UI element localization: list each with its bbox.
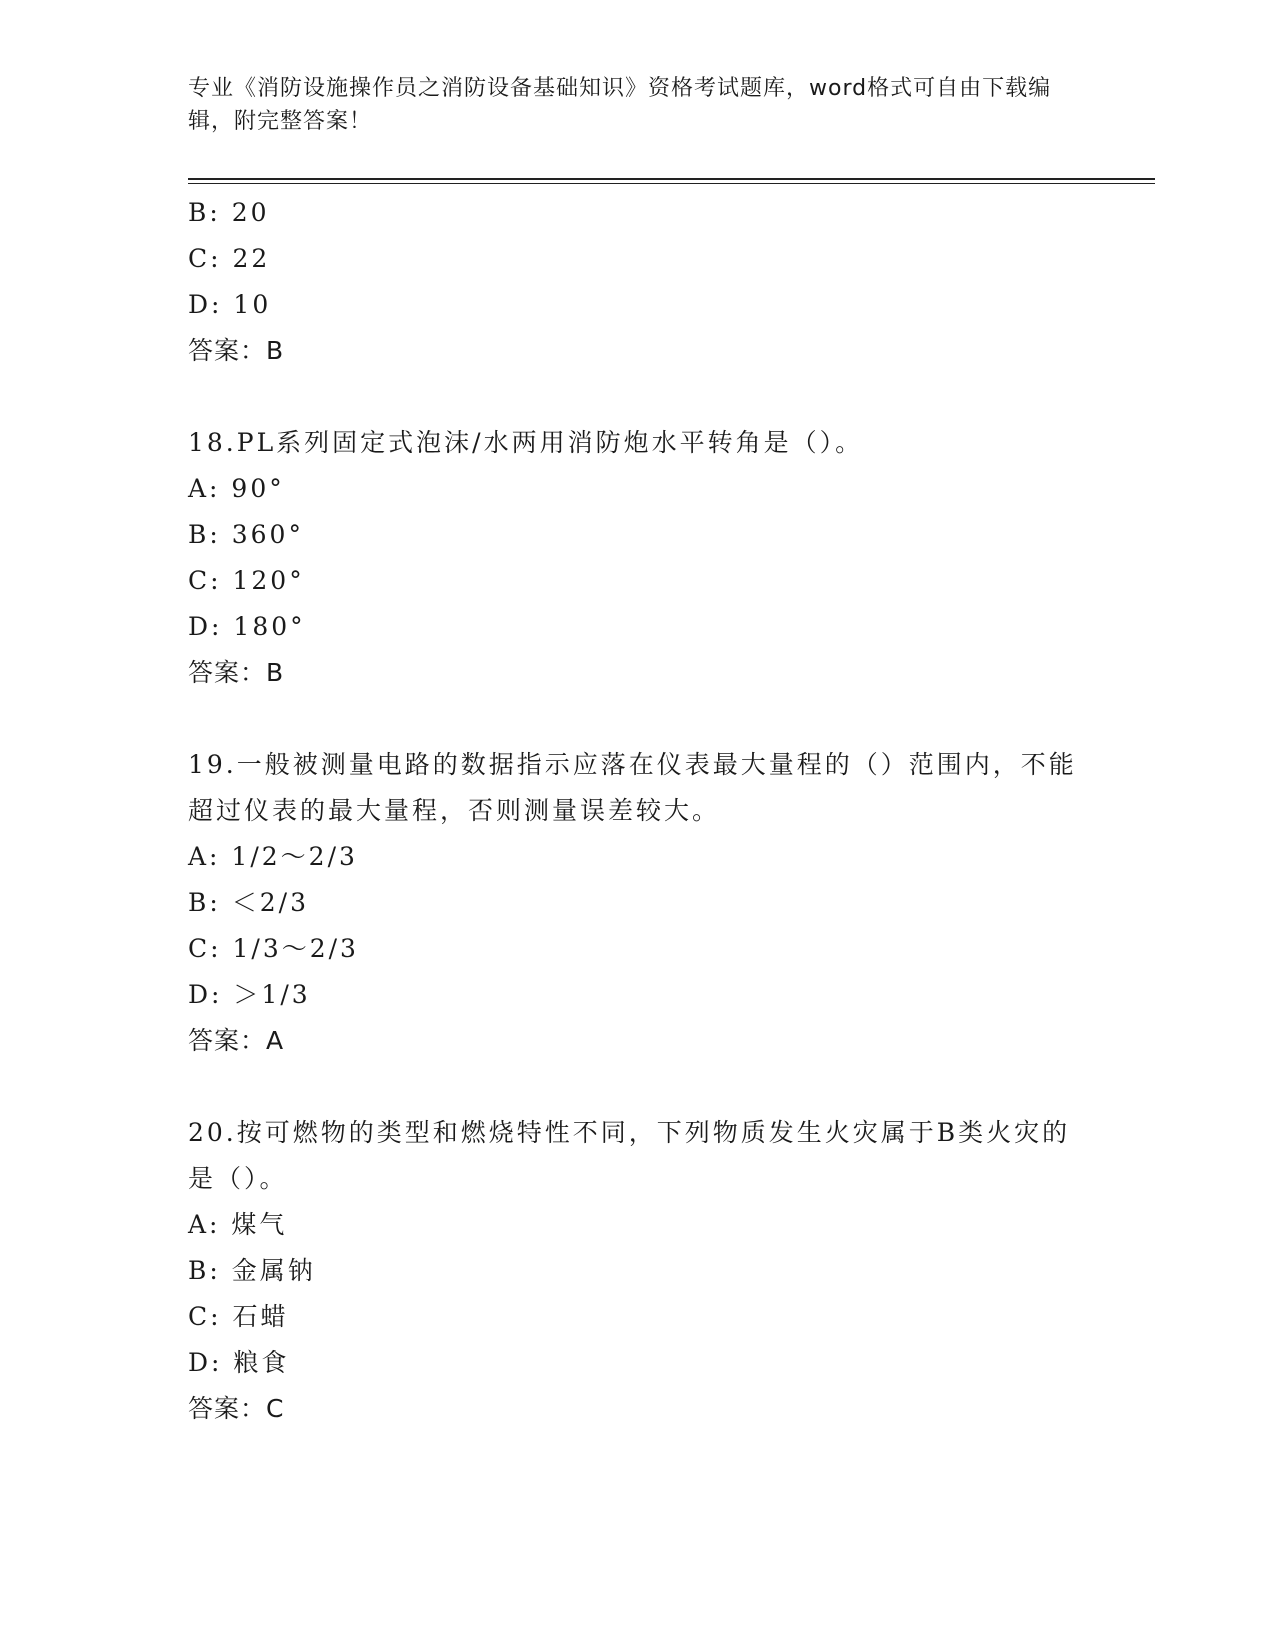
option-c: C: 120° [188,566,305,595]
option-c: C: 1/3～2/3 [188,934,359,963]
option-a: A: 煤气 [188,1210,288,1239]
option-b: B: 360° [188,520,304,549]
option-c: C: 22 [188,244,271,273]
option-d: D: 180° [188,612,306,641]
option-b: B: ＜2/3 [188,888,309,917]
answer-line: 答案：C [188,1394,285,1423]
answer-line: 答案：B [188,336,285,365]
question-stem: 20.按可燃物的类型和燃烧特性不同，下列物质发生火灾属于B类火灾的是（）。 [188,1118,1071,1193]
option-d: D: ＞1/3 [188,980,311,1009]
question-list [188,190,1088,1432]
document-header [188,72,1068,138]
option-b: B: 金属钠 [188,1256,316,1285]
question-fragment [188,190,1088,374]
spacer [188,374,1088,420]
question-stem: 18.PL系列固定式泡沫/水两用消防炮水平转角是（）。 [188,428,864,457]
question-19 [188,742,1088,1064]
answer-line: 答案：B [188,658,285,687]
answer-line: 答案：A [188,1026,285,1055]
question-18 [188,420,1088,696]
option-a: A: 90° [188,474,285,503]
question-20 [188,1110,1088,1432]
option-a: A: 1/2～2/3 [188,842,358,871]
header-rule-thick [188,178,1155,180]
spacer [188,696,1088,742]
header-text: 专业《消防设施操作员之消防设备基础知识》资格考试题库，word格式可自由下载编辑，附完整答案！ [188,76,1052,134]
option-d: D: 粮食 [188,1348,290,1377]
spacer [188,1064,1088,1110]
header-rule-thin [188,183,1155,184]
question-stem: 19.一般被测量电路的数据指示应落在仪表最大量程的（）范围内，不能超过仪表的最大量程，否则测量误差较大。 [188,750,1077,825]
option-d: D: 10 [188,290,272,319]
option-c: C: 石蜡 [188,1302,289,1331]
option-b: B: 20 [188,198,270,227]
